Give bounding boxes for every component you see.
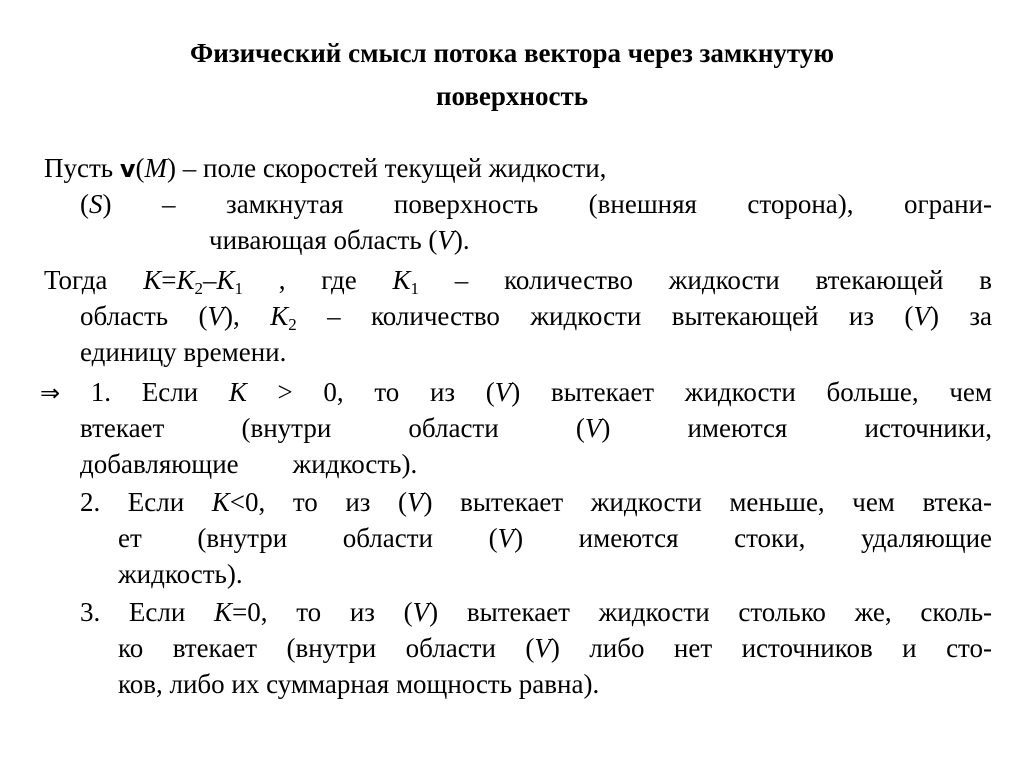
- case3-line-2: [118, 630, 992, 666]
- def1: – количество жидкости втекающей в: [419, 265, 992, 295]
- then-line-1: [44, 262, 992, 298]
- minus-sign: –: [202, 265, 217, 295]
- vector-v-symbol: v: [119, 155, 136, 183]
- case3-line-1: [80, 594, 992, 630]
- then-l2d: ) за: [929, 301, 992, 331]
- let-line-1: [44, 150, 606, 187]
- where-word: , где: [242, 265, 393, 295]
- case1-l2a: втекает (внутри области (: [80, 413, 585, 443]
- case1-c: ) вытекает жидкости больше, чем: [511, 377, 992, 407]
- case1-line-3: добавляющие жидкость).: [80, 449, 418, 479]
- case2-line-3: жидкость).: [118, 559, 243, 589]
- let-word: Пусть: [44, 153, 120, 183]
- case3-l2b: ) либо нет источников и сто-: [550, 633, 992, 663]
- case1-k: K: [228, 377, 247, 407]
- then-l2c: – количество жидкости вытекающей из (: [296, 301, 914, 331]
- implies-arrow-icon: ⇒: [40, 379, 61, 407]
- case2-k: K: [211, 487, 230, 517]
- sub-1: 1: [234, 279, 243, 298]
- case3-l2a: ко втекает (внутри области (: [118, 633, 535, 663]
- s-rest: ) – замкнутая поверхность (внешняя сторона), ограни-: [102, 189, 992, 219]
- title-line-1: Физический смысл потока вектора через замкнутую: [190, 38, 834, 68]
- k2-var: K: [176, 265, 195, 295]
- then-line-3: единицу времени.: [80, 337, 287, 367]
- case1-l2v: V: [584, 413, 602, 443]
- case3-b: =0, то из (: [232, 597, 413, 627]
- page-title: [0, 32, 1024, 118]
- let-arg: (M): [135, 153, 177, 183]
- let-line-3: [209, 222, 470, 258]
- then-line-2: [80, 298, 992, 334]
- case2-b: 0, то из (: [245, 487, 408, 517]
- case1-line-2: [80, 410, 992, 446]
- eq-sign: =: [161, 265, 177, 295]
- s-cont1: чивающая область (: [209, 225, 438, 255]
- case3-l2v: V: [534, 633, 551, 663]
- k1-var: K: [216, 265, 235, 295]
- then-l2v: V: [207, 301, 225, 331]
- sub-2: 2: [194, 279, 203, 298]
- case2-c: ) вытекает жидкости меньше, чем втека-: [423, 487, 992, 517]
- case1-l2b: ) имеются источники,: [601, 413, 992, 443]
- let-line-2: [80, 186, 992, 222]
- case1-a: 1. Если: [60, 377, 229, 407]
- case3-c: ) вытекает жидкости столько же, сколь-: [429, 597, 992, 627]
- case3-a: 3. Если: [80, 597, 215, 627]
- v-var: V: [437, 225, 454, 255]
- less-than-sign: <: [229, 487, 246, 517]
- then-l2a: область (: [80, 301, 208, 331]
- then-l2v2: V: [913, 301, 930, 331]
- k-var: K: [143, 265, 162, 295]
- then-l2sub: 2: [288, 315, 297, 334]
- then-l2k: K: [270, 301, 289, 331]
- s-cont2: ).: [453, 225, 470, 255]
- case2-a: 2. Если: [80, 487, 212, 517]
- case1-line-1: [40, 374, 992, 411]
- case3-line-3: ков, либо их суммарная мощность равна).: [118, 669, 600, 699]
- case3-k: K: [214, 597, 233, 627]
- case2-l2a: ет (внутри области (: [118, 523, 498, 553]
- then-word: Тогда: [44, 265, 144, 295]
- case2-l2v: V: [497, 523, 515, 553]
- s-open: (: [80, 189, 89, 219]
- title-line-2: поверхность: [435, 81, 589, 111]
- let-rest: – поле скоростей текущей жидкости,: [176, 153, 607, 183]
- k1b-var: K: [392, 265, 411, 295]
- case3-v: V: [412, 597, 430, 627]
- case1-b: > 0, то из (: [246, 377, 495, 407]
- s-var: S: [89, 189, 103, 219]
- case2-line-2: [118, 520, 992, 556]
- case2-v: V: [407, 487, 424, 517]
- case1-v: V: [494, 377, 512, 407]
- case2-line-1: [80, 484, 992, 520]
- then-l2b: ),: [224, 301, 271, 331]
- sub-1b: 1: [410, 279, 420, 298]
- case2-l2b: ) имеются стоки, удаляющие: [514, 523, 992, 553]
